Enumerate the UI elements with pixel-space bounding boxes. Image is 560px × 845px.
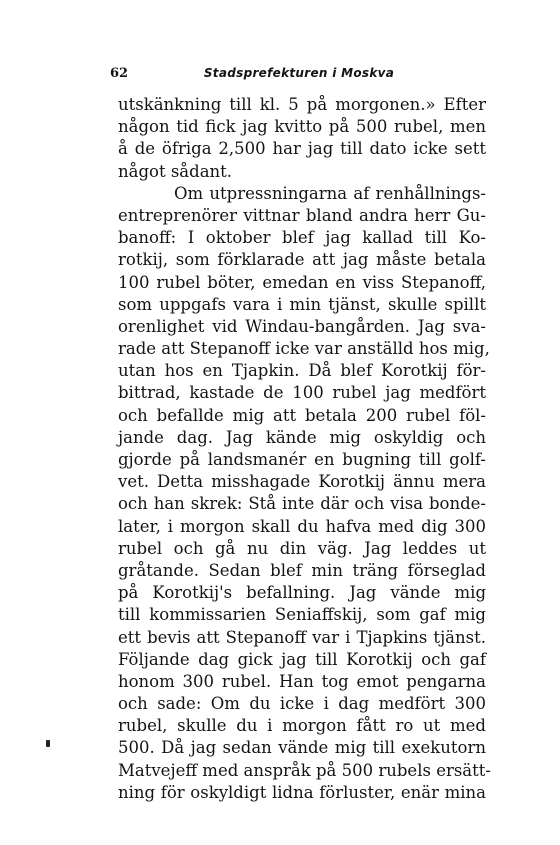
text-line: honom 300 rubel. Han tog emot pengarna xyxy=(118,671,486,691)
text-line: rubel, skulle du i morgon fått ro ut med xyxy=(118,716,486,736)
text-line: till kommissarien Seniaffskij, som gaf mig xyxy=(118,605,486,625)
text-line: gråtande. Sedan blef min träng förseglad xyxy=(118,560,486,580)
body-text xyxy=(118,94,491,804)
text-line: gjorde på landsmanér en bugning till golf- xyxy=(118,450,486,469)
running-title: Stadsprefekturen i Moskva xyxy=(203,66,395,80)
text-line: orenlighet vid Windau-bangården. Jag sva- xyxy=(118,316,486,336)
text-line: utskänkning till kl. 5 på morgonen.» Efter xyxy=(118,95,486,114)
text-line: å de öfriga 2,500 har jag till dato icke sett xyxy=(118,139,486,159)
text-line: Om utpressningarna af renhållnings- xyxy=(174,183,486,203)
text-line: jande dag. Jag kände mig oskyldig och xyxy=(118,427,486,447)
page-header xyxy=(110,66,488,86)
text-line: bittrad, kastade de 100 rubel jag medfört xyxy=(118,383,486,403)
text-line: rotkij, som förklarade att jag måste betala xyxy=(118,250,486,270)
text-line: rade att Stepanoff icke var anställd hos mig, xyxy=(118,339,490,359)
text-line: Matvejeff med anspråk på 500 rubels ersätt- xyxy=(118,760,491,780)
text-line: 100 rubel böter, emedan en viss Stepanoff, xyxy=(118,272,486,292)
text-line: någon tid fick jag kvitto på 500 rubel, men xyxy=(118,117,486,137)
page-number: 62 xyxy=(110,66,129,81)
text-line: Följande dag gick jag till Korotkij och gaf xyxy=(118,649,486,669)
text-line: vet. Detta misshagade Korotkij ännu mera xyxy=(118,472,486,492)
margin-mark xyxy=(46,740,50,747)
text-line: entreprenörer vittnar bland andra herr Gu- xyxy=(118,205,486,225)
text-line: ett bevis att Stepanoff var i Tjapkins tjänst. xyxy=(118,627,486,647)
text-line: later, i morgon skall du hafva med dig 300 xyxy=(118,516,486,536)
text-line: utan hos en Tjapkin. Då blef Korotkij för- xyxy=(118,361,486,381)
text-line: något sådant. xyxy=(118,161,233,181)
text-line: och han skrek: Stå inte där och visa bonde- xyxy=(118,494,486,514)
text-line: och befallde mig att betala 200 rubel föl- xyxy=(118,405,486,425)
text-line: 500. Då jag sedan vände mig till exekutorn xyxy=(118,738,486,758)
text-line: rubel och gå nu din väg. Jag leddes ut xyxy=(118,538,486,558)
text-line: ning för oskyldigt lidna förluster, enär mina xyxy=(118,782,486,802)
text-line: banoff: I oktober blef jag kallad till Ko- xyxy=(118,228,486,248)
text-line: på Korotkij's befallning. Jag vände mig xyxy=(118,583,486,603)
text-line: som uppgafs vara i min tjänst, skulle spillt xyxy=(118,294,486,314)
text-line: och sade: Om du icke i dag medfört 300 xyxy=(118,694,486,714)
